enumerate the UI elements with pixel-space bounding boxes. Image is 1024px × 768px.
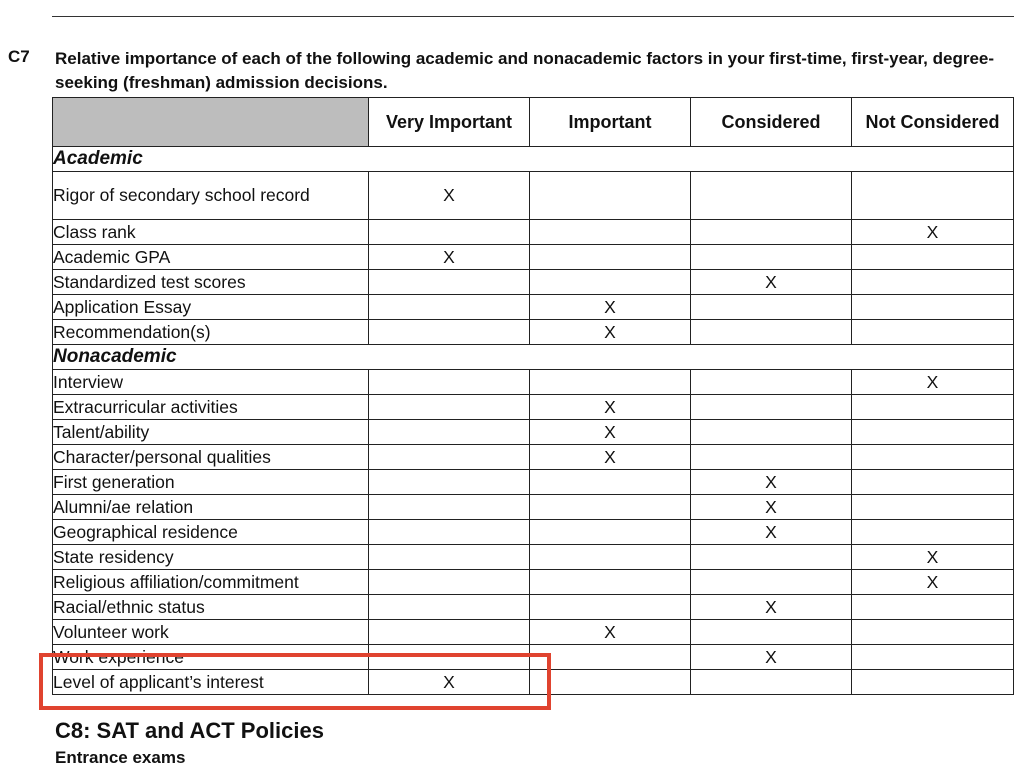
importance-mark-cell [369,545,530,570]
importance-mark-cell: X [530,420,691,445]
importance-mark-cell [369,220,530,245]
factor-label: Class rank [53,220,369,245]
importance-mark-cell: X [530,395,691,420]
importance-mark-cell: X [691,520,852,545]
importance-mark-cell [691,545,852,570]
highlight-box [39,653,551,710]
table-body [53,147,1014,695]
admission-factors-table [52,97,1014,695]
importance-mark-cell [369,395,530,420]
next-section-title: C8: SAT and ACT Policies [55,718,324,743]
factor-label: Level of applicant’s interest [53,670,369,695]
table-row [53,172,1014,220]
table-row [53,245,1014,270]
importance-mark-cell [852,395,1014,420]
factor-label: Rigor of secondary school record [53,172,369,220]
column-header-considered: Considered [691,98,852,147]
factor-label: Geographical residence [53,520,369,545]
importance-mark-cell [691,395,852,420]
importance-mark-cell [691,245,852,270]
importance-mark-cell [369,270,530,295]
importance-mark-cell [852,495,1014,520]
table-header-row [53,98,1014,147]
importance-mark-cell [369,595,530,620]
importance-mark-cell [691,295,852,320]
importance-mark-cell [530,370,691,395]
factor-label: Extracurricular activities [53,395,369,420]
importance-mark-cell [369,470,530,495]
importance-mark-cell: X [530,295,691,320]
factor-label: Recommendation(s) [53,320,369,345]
table-row [53,595,1014,620]
table-row [53,420,1014,445]
factor-label: State residency [53,545,369,570]
importance-mark-cell [369,420,530,445]
importance-mark-cell: X [530,320,691,345]
importance-mark-cell [369,495,530,520]
importance-mark-cell [530,270,691,295]
importance-mark-cell [369,295,530,320]
importance-mark-cell [691,320,852,345]
factor-label: Alumni/ae relation [53,495,369,520]
importance-mark-cell [852,595,1014,620]
header-blank-cell [53,98,369,147]
factor-label: Talent/ability [53,420,369,445]
question-number: C7 [8,47,30,66]
importance-mark-cell [691,420,852,445]
table-row [53,520,1014,545]
importance-mark-cell [691,570,852,595]
table-row [53,495,1014,520]
importance-mark-cell [530,220,691,245]
importance-mark-cell [530,520,691,545]
importance-mark-cell [691,670,852,695]
factor-label: Religious affiliation/commitment [53,570,369,595]
column-header-important: Important [530,98,691,147]
factor-label: Academic GPA [53,245,369,270]
importance-mark-cell [530,570,691,595]
next-section-subtitle: Entrance exams [55,748,186,767]
importance-mark-cell [530,470,691,495]
importance-mark-cell [691,220,852,245]
importance-mark-cell: X [369,172,530,220]
top-rule [52,16,1014,17]
importance-mark-cell [852,670,1014,695]
importance-mark-cell: X [852,570,1014,595]
table-row [53,370,1014,395]
importance-mark-cell [369,520,530,545]
section-label: Nonacademic [53,345,1014,370]
importance-mark-cell [369,445,530,470]
importance-mark-cell [530,172,691,220]
section-row [53,345,1014,370]
importance-mark-cell [691,445,852,470]
factor-label: First generation [53,470,369,495]
table-row [53,620,1014,645]
column-header-very-important: Very Important [369,98,530,147]
table-row [53,220,1014,245]
importance-mark-cell: X [369,245,530,270]
importance-mark-cell: X [530,620,691,645]
factor-label: Volunteer work [53,620,369,645]
importance-mark-cell [852,470,1014,495]
importance-mark-cell: X [691,645,852,670]
factor-label: Character/personal qualities [53,445,369,470]
importance-mark-cell [852,620,1014,645]
importance-mark-cell: X [691,495,852,520]
importance-mark-cell: X [530,445,691,470]
importance-mark-cell [852,295,1014,320]
importance-mark-cell [369,620,530,645]
factor-label: Racial/ethnic status [53,595,369,620]
table-row [53,295,1014,320]
table-row [53,270,1014,295]
importance-mark-cell: X [369,670,530,695]
importance-mark-cell [530,545,691,570]
question-text: Relative importance of each of the following academic and nonacademic factors in your first-time, first-year, degree-seeking (freshman) admission decisions. [55,49,995,92]
importance-mark-cell [530,495,691,520]
importance-mark-cell [852,445,1014,470]
factor-label: Work experience [53,645,369,670]
importance-mark-cell [691,620,852,645]
importance-mark-cell [852,245,1014,270]
table-row [53,320,1014,345]
table-row [53,545,1014,570]
importance-mark-cell [691,172,852,220]
section-label: Academic [53,147,1014,172]
factor-label: Application Essay [53,295,369,320]
factor-label: Standardized test scores [53,270,369,295]
importance-mark-cell [852,645,1014,670]
importance-mark-cell [852,520,1014,545]
section-row [53,147,1014,172]
importance-mark-cell [369,370,530,395]
factor-label: Interview [53,370,369,395]
table-row [53,395,1014,420]
importance-mark-cell [852,172,1014,220]
importance-mark-cell: X [691,270,852,295]
importance-mark-cell: X [691,470,852,495]
importance-mark-cell [369,320,530,345]
importance-mark-cell [530,245,691,270]
importance-mark-cell [530,670,691,695]
importance-mark-cell: X [852,370,1014,395]
table-row [53,570,1014,595]
importance-mark-cell [369,570,530,595]
table-row [53,445,1014,470]
importance-mark-cell: X [691,595,852,620]
table-row [53,470,1014,495]
importance-mark-cell [852,420,1014,445]
importance-mark-cell: X [852,545,1014,570]
importance-mark-cell: X [852,220,1014,245]
importance-mark-cell [852,320,1014,345]
importance-mark-cell [530,595,691,620]
column-header-not-considered: Not Considered [852,98,1014,147]
importance-mark-cell [530,645,691,670]
importance-mark-cell [691,370,852,395]
importance-mark-cell [852,270,1014,295]
